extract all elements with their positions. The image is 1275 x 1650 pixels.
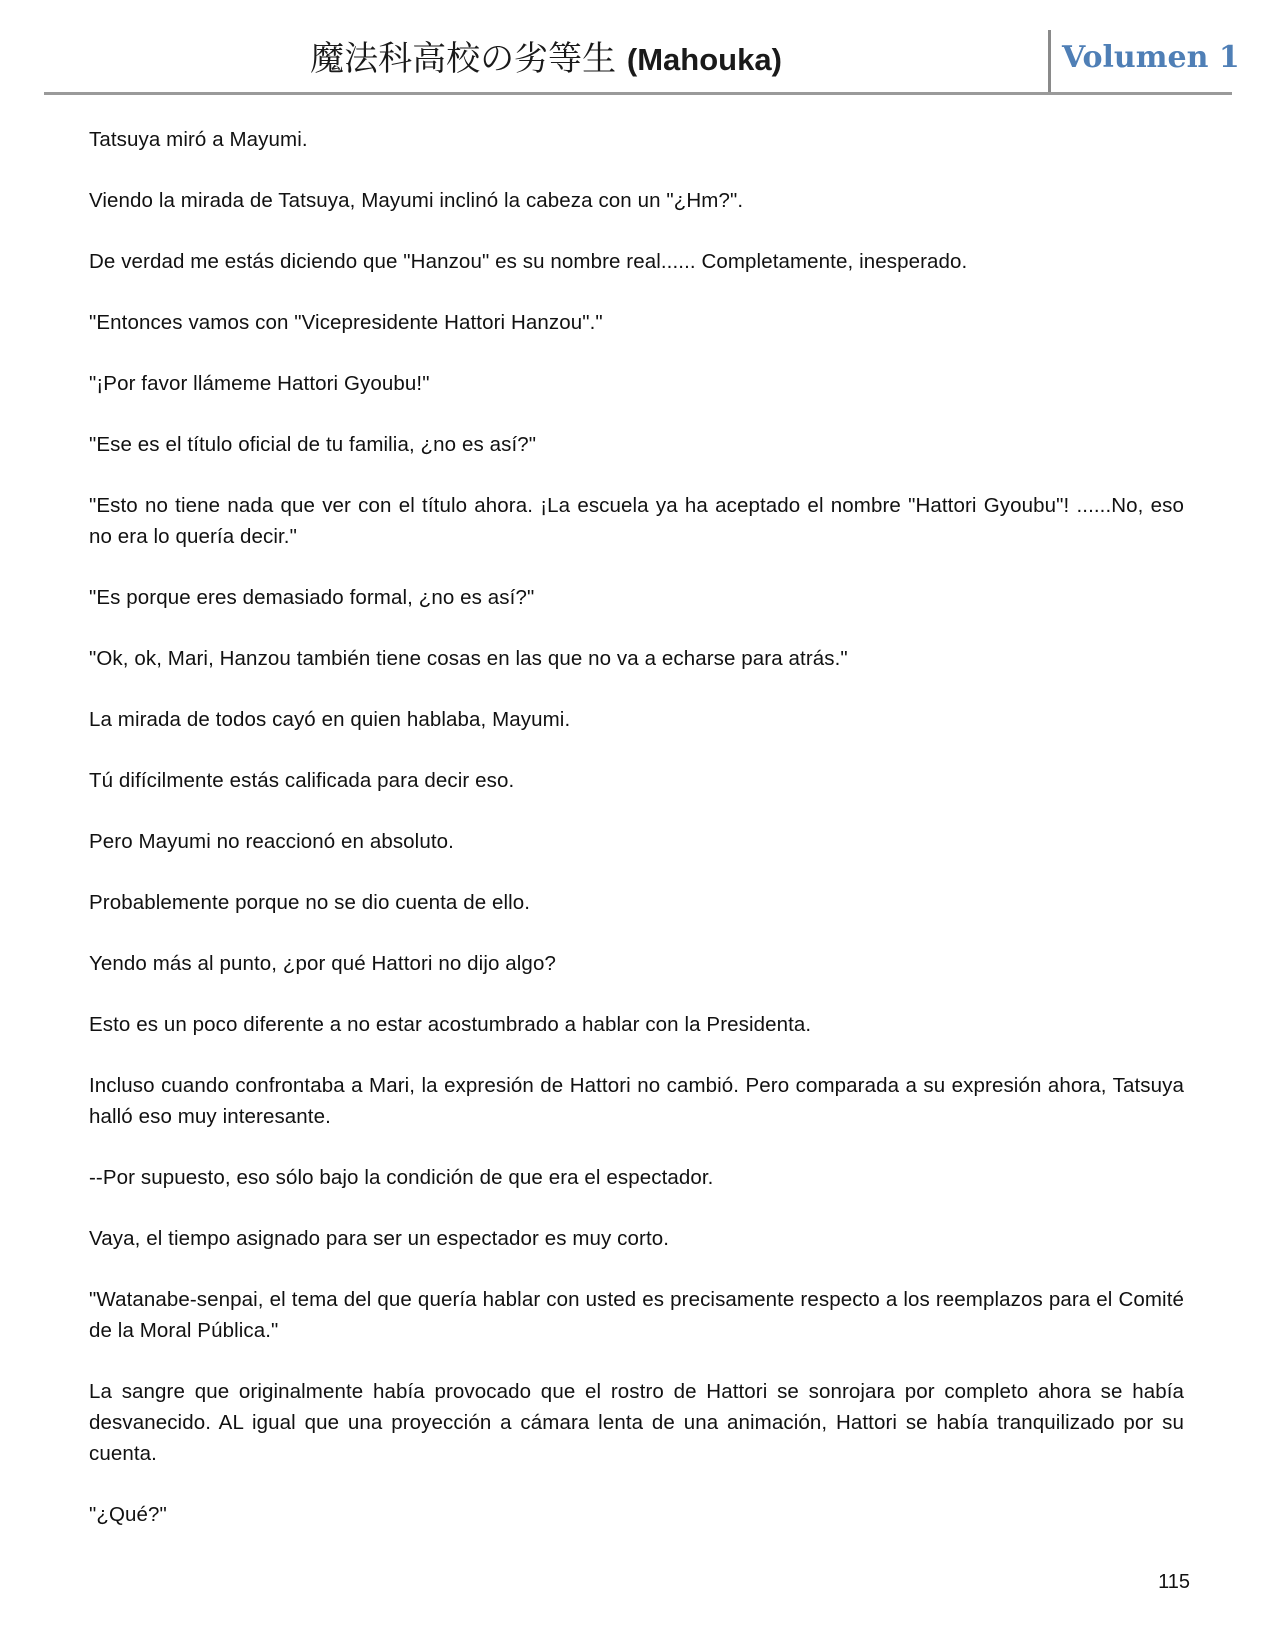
paragraph: Viendo la mirada de Tatsuya, Mayumi inclinó la cabeza con un "¿Hm?".	[89, 189, 744, 212]
volume-label: Volumen 1	[1062, 40, 1240, 75]
paragraph: "Esto no tiene nada que ver con el título ahora. ¡La escuela ya ha aceptado el nombre "Hattori Gyoubu"! ......No, eso no era lo quería decir."	[89, 494, 1184, 548]
paragraph: Vaya, el tiempo asignado para ser un espectador es muy corto.	[89, 1227, 670, 1250]
paragraph: "Ese es el título oficial de tu familia, ¿no es así?"	[89, 433, 537, 456]
paragraph: Probablemente porque no se dio cuenta de ello.	[89, 891, 531, 914]
book-title-japanese: 魔法科高校の劣等生	[310, 39, 617, 79]
paragraph: --Por supuesto, eso sólo bajo la condición de que era el espectador.	[89, 1166, 714, 1189]
paragraph: "¿Qué?"	[89, 1503, 167, 1526]
paragraph: Tatsuya miró a Mayumi.	[89, 128, 308, 151]
paragraph: "Watanabe-senpai, el tema del que quería hablar con usted es precisamente respecto a los reemplazos para el Comité de la Moral Pública."	[89, 1288, 1184, 1342]
paragraph: Pero Mayumi no reaccionó en absoluto.	[89, 830, 454, 853]
paragraph: "¡Por favor llámeme Hattori Gyoubu!"	[89, 372, 430, 395]
paragraph: La mirada de todos cayó en quien hablaba, Mayumi.	[89, 708, 571, 731]
header-divider	[1048, 30, 1051, 92]
paragraph: La sangre que originalmente había provocado que el rostro de Hattori se sonrojara por completo ahora se había desvanecido. AL igual que una proyección a cámara lenta de una animación, Hattori se había tranquilizado por su cuenta.	[89, 1380, 1184, 1465]
paragraph: Esto es un poco diferente a no estar acostumbrado a hablar con la Presidenta.	[89, 1013, 812, 1036]
paragraph: "Ok, ok, Mari, Hanzou también tiene cosas en las que no va a echarse para atrás."	[89, 647, 848, 670]
page-number: 115	[1158, 1571, 1190, 1593]
paragraph: "Es porque eres demasiado formal, ¿no es así?"	[89, 586, 535, 609]
book-title-latin: (Mahouka)	[626, 42, 782, 77]
paragraph: "Entonces vamos con "Vicepresidente Hattori Hanzou"."	[89, 311, 603, 334]
paragraph: Incluso cuando confrontaba a Mari, la expresión de Hattori no cambió. Pero comparada a su expresión ahora, Tatsuya halló eso muy interesante.	[89, 1074, 1184, 1128]
page-body	[89, 124, 1184, 1560]
paragraph: Tú difícilmente estás calificada para decir eso.	[89, 769, 515, 792]
paragraph: Yendo más al punto, ¿por qué Hattori no dijo algo?	[89, 952, 556, 975]
page-header	[44, 28, 1240, 95]
paragraph: De verdad me estás diciendo que "Hanzou" es su nombre real...... Completamente, inesperado.	[89, 250, 968, 273]
book-title	[44, 36, 1048, 83]
